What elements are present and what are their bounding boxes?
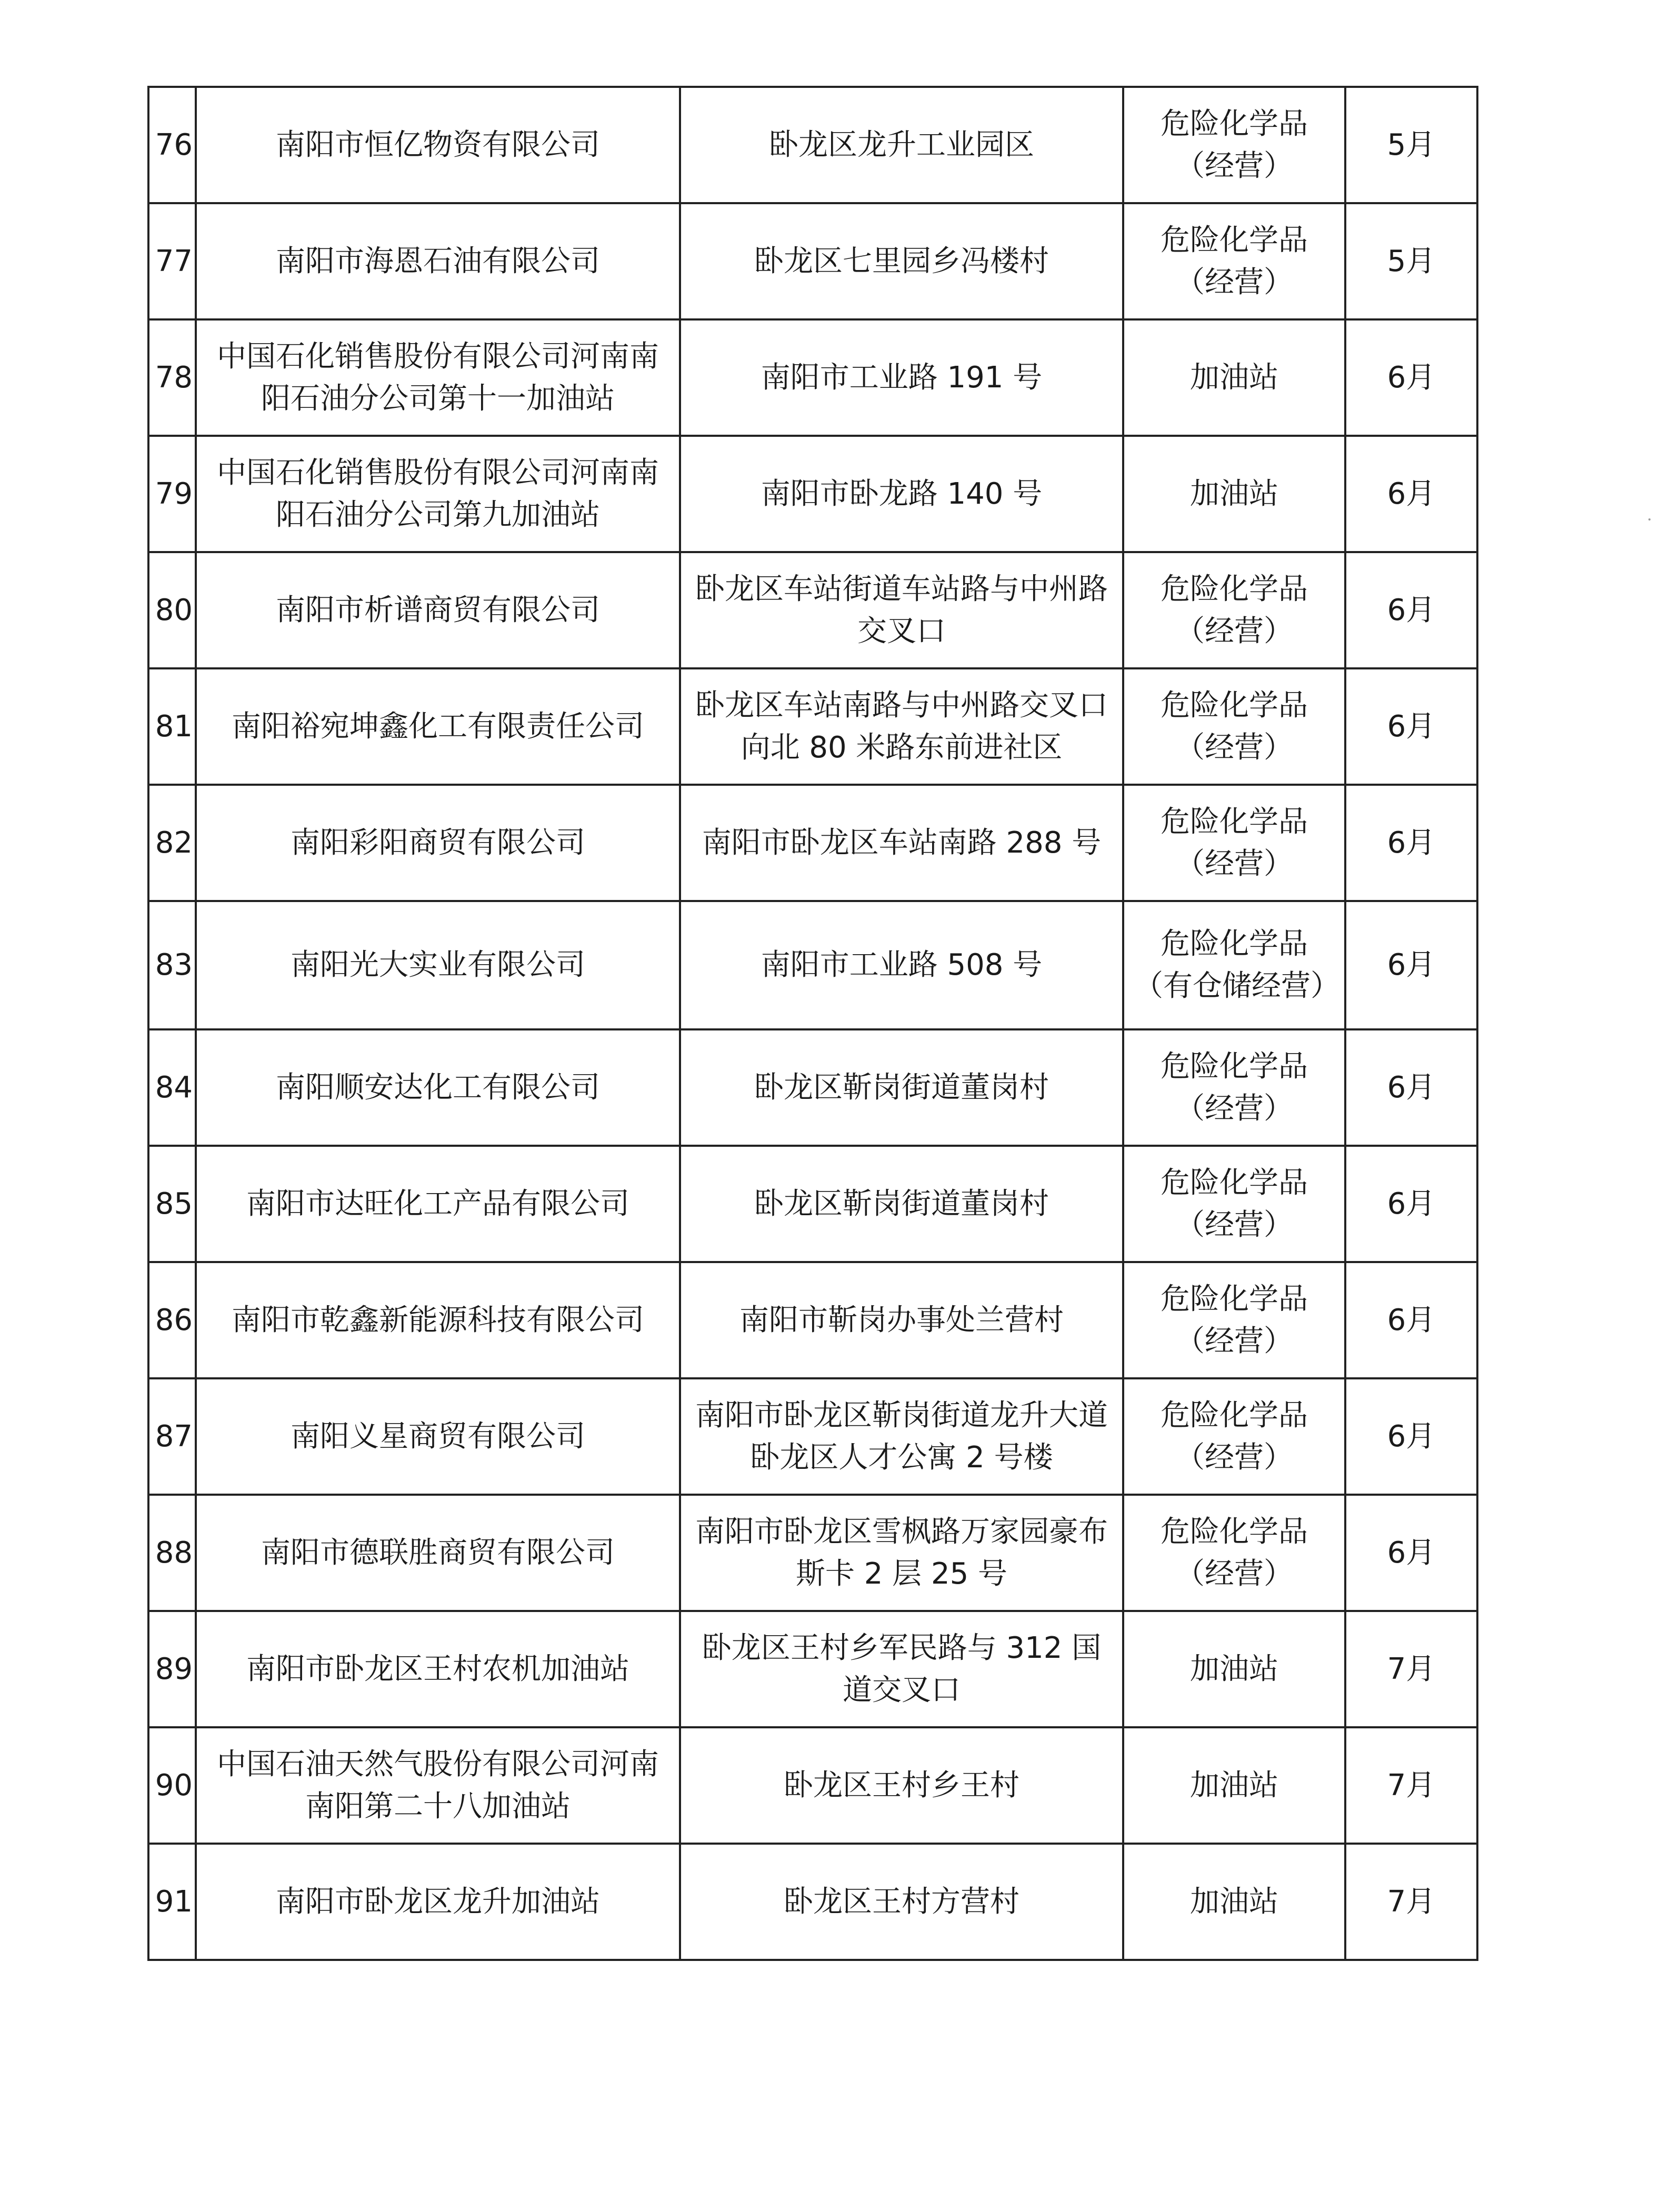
business-type: 危险化学品（经营） [1123, 1262, 1345, 1378]
row-number: 81 [148, 668, 196, 785]
company-name: 南阳市海恩石油有限公司 [196, 203, 680, 319]
row-number: 85 [148, 1146, 196, 1262]
company-name: 南阳市析谱商贸有限公司 [196, 552, 680, 668]
company-address: 卧龙区车站街道车站路与中州路交叉口 [680, 552, 1123, 668]
business-type: 危险化学品（经营） [1123, 552, 1345, 668]
company-name: 中国石油天然气股份有限公司河南南阳第二十八加油站 [196, 1727, 680, 1844]
company-name: 中国石化销售股份有限公司河南南阳石油分公司第十一加油站 [196, 319, 680, 436]
row-number: 88 [148, 1495, 196, 1611]
row-number: 78 [148, 319, 196, 436]
table-row [148, 1262, 1477, 1378]
table-row [148, 87, 1477, 203]
business-type: 危险化学品（经营） [1123, 87, 1345, 203]
table-row [148, 785, 1477, 901]
company-address: 南阳市工业路 508 号 [680, 901, 1123, 1029]
company-address: 卧龙区七里园乡冯楼村 [680, 203, 1123, 319]
company-name: 中国石化销售股份有限公司河南南阳石油分公司第九加油站 [196, 436, 680, 552]
inspection-month: 6月 [1345, 319, 1477, 436]
scan-speck [1648, 518, 1651, 521]
company-address: 南阳市卧龙路 140 号 [680, 436, 1123, 552]
inspection-month: 6月 [1345, 552, 1477, 668]
inspection-month: 7月 [1345, 1844, 1477, 1960]
company-name: 南阳市恒亿物资有限公司 [196, 87, 680, 203]
company-address: 南阳市工业路 191 号 [680, 319, 1123, 436]
business-type: 加油站 [1123, 1611, 1345, 1727]
company-name: 南阳市德联胜商贸有限公司 [196, 1495, 680, 1611]
inspection-month: 6月 [1345, 1146, 1477, 1262]
inspection-month: 7月 [1345, 1727, 1477, 1844]
company-name: 南阳彩阳商贸有限公司 [196, 785, 680, 901]
company-address: 卧龙区靳岗街道董岗村 [680, 1146, 1123, 1262]
inspection-month: 6月 [1345, 901, 1477, 1029]
company-address: 南阳市卧龙区靳岗街道龙升大道卧龙区人才公寓 2 号楼 [680, 1378, 1123, 1495]
row-number: 90 [148, 1727, 196, 1844]
enterprise-inspection-table [147, 86, 1478, 1961]
inspection-month: 5月 [1345, 87, 1477, 203]
company-name: 南阳市卧龙区龙升加油站 [196, 1844, 680, 1960]
company-name: 南阳裕宛坤鑫化工有限责任公司 [196, 668, 680, 785]
business-type: 加油站 [1123, 319, 1345, 436]
company-name: 南阳顺安达化工有限公司 [196, 1029, 680, 1146]
company-address: 南阳市靳岗办事处兰营村 [680, 1262, 1123, 1378]
company-address: 卧龙区车站南路与中州路交叉口向北 80 米路东前进社区 [680, 668, 1123, 785]
inspection-month: 6月 [1345, 436, 1477, 552]
inspection-month: 7月 [1345, 1611, 1477, 1727]
inspection-month: 6月 [1345, 1495, 1477, 1611]
company-name: 南阳市乾鑫新能源科技有限公司 [196, 1262, 680, 1378]
row-number: 84 [148, 1029, 196, 1146]
row-number: 76 [148, 87, 196, 203]
business-type: 危险化学品（经营） [1123, 1029, 1345, 1146]
table-row [148, 901, 1477, 1029]
company-name: 南阳市达旺化工产品有限公司 [196, 1146, 680, 1262]
table-row [148, 1378, 1477, 1495]
inspection-month: 6月 [1345, 1262, 1477, 1378]
company-name: 南阳义星商贸有限公司 [196, 1378, 680, 1495]
table-row [148, 1844, 1477, 1960]
company-address: 卧龙区靳岗街道董岗村 [680, 1029, 1123, 1146]
table-row [148, 668, 1477, 785]
business-type: 加油站 [1123, 1844, 1345, 1960]
row-number: 83 [148, 901, 196, 1029]
row-number: 77 [148, 203, 196, 319]
business-type: 危险化学品（经营） [1123, 1146, 1345, 1262]
inspection-month: 6月 [1345, 1029, 1477, 1146]
business-type: 加油站 [1123, 436, 1345, 552]
table-row [148, 1611, 1477, 1727]
business-type: 危险化学品（经营） [1123, 1495, 1345, 1611]
company-name: 南阳光大实业有限公司 [196, 901, 680, 1029]
row-number: 91 [148, 1844, 196, 1960]
inspection-month: 6月 [1345, 785, 1477, 901]
table-row [148, 436, 1477, 552]
company-address: 南阳市卧龙区车站南路 288 号 [680, 785, 1123, 901]
business-type: 危险化学品（经营） [1123, 668, 1345, 785]
table-row [148, 1727, 1477, 1844]
row-number: 79 [148, 436, 196, 552]
inspection-month: 6月 [1345, 668, 1477, 785]
business-type: 危险化学品（经营） [1123, 1378, 1345, 1495]
table-row [148, 319, 1477, 436]
business-type: 加油站 [1123, 1727, 1345, 1844]
company-address: 卧龙区王村方营村 [680, 1844, 1123, 1960]
row-number: 86 [148, 1262, 196, 1378]
row-number: 82 [148, 785, 196, 901]
inspection-month: 5月 [1345, 203, 1477, 319]
table-row [148, 1146, 1477, 1262]
company-address: 南阳市卧龙区雪枫路万家园豪布斯卡 2 层 25 号 [680, 1495, 1123, 1611]
table-row [148, 1495, 1477, 1611]
company-address: 卧龙区龙升工业园区 [680, 87, 1123, 203]
company-address: 卧龙区王村乡王村 [680, 1727, 1123, 1844]
table-row [148, 203, 1477, 319]
row-number: 89 [148, 1611, 196, 1727]
inspection-month: 6月 [1345, 1378, 1477, 1495]
business-type: 危险化学品（经营） [1123, 785, 1345, 901]
company-address: 卧龙区王村乡军民路与 312 国道交叉口 [680, 1611, 1123, 1727]
company-name: 南阳市卧龙区王村农机加油站 [196, 1611, 680, 1727]
table-row [148, 552, 1477, 668]
business-type: 危险化学品（经营） [1123, 203, 1345, 319]
row-number: 80 [148, 552, 196, 668]
business-type: 危险化学品（有仓储经营） [1123, 901, 1345, 1029]
row-number: 87 [148, 1378, 196, 1495]
table-row [148, 1029, 1477, 1146]
